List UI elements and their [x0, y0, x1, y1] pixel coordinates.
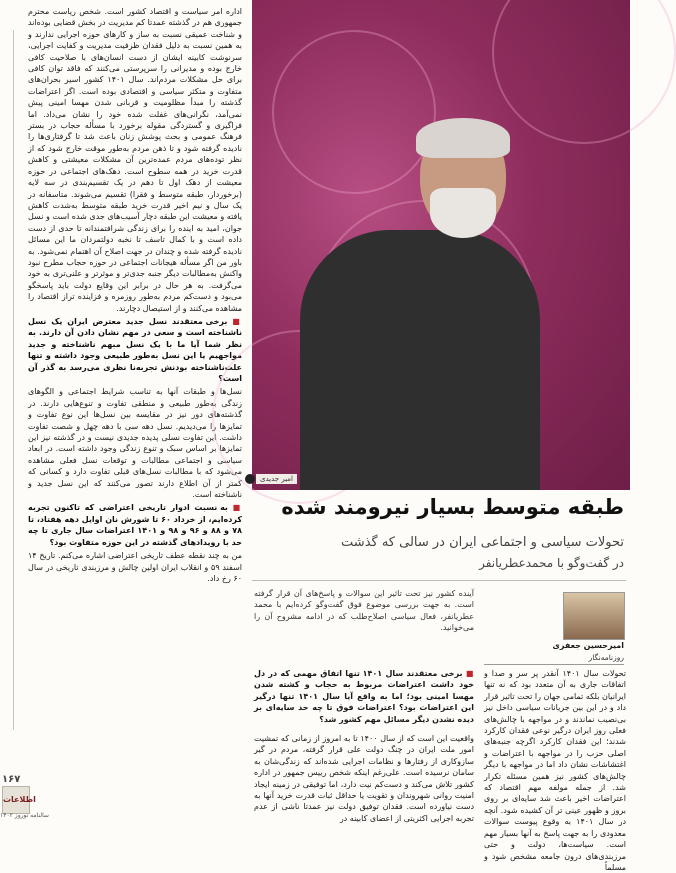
author-name: امیرحسین جعفری — [552, 641, 624, 650]
paragraph-text: نسل‌ها و طبقات آنها به تناسب شرایط اجتماعی و الگوهای زندگی به‌طور طبیعی و منطقی تفاوت و تنوع‌هایی دارند. در گذشته‌های دور نیز در مقایسه بین نسل‌ها این نوع تفاوت و تمایزها را می‌دیدیم. نسل دهه سی با دهه چهل و شصت تفاوت داشت. این تفاوت نسلی پدیده جدیدی نیست و در گذشته نیز این تمایزها بر اساس سبک و تنوع زندگی وجود داشته است. در ابعاد سیاسی و اجتماعی مطالبات و توقعات نسل فعلی مشاهده می‌شود که با مطالبات نسل‌های قبلی تفاوت دارد و کسانی که کمتر از آن اطلاع دارند تصور می‌کنند که این نسل جدید و ناشناخته است. — [28, 387, 242, 500]
paragraph-text: به نسبت ادوار تاریخی اعتراضی که تاکنون تجربه کرده‌ایم، از خرداد ۶۰ تا شورش نان اوایل دهه هفتاد، تا ۷۸ و ۸۸ و ۹۶ و ۹۸ و ۱۴۰۱ اعتراضات سال جاری تا چه حد با رویدادهای گذشته در این حوزه متفاوت بود؟ — [28, 503, 243, 547]
person-shirt — [300, 230, 540, 490]
right-text-column: تحولات سال ۱۴۰۱ آنقدر پر سر و صدا و اتفاقات جاری به آن متعدد بود که نه تنها ایرانیان بلکه تمامی جهان را تحت تاثیر قرار داد و در این بین جریانات سیاسی داخل نیز بی‌نصیب نماندند و در مواجهه با چالش‌های فعلی روز ایران درگیر نوعی فقدان کارکرد شدند؛ این فقدان کارکرد اگرچه جنبه‌های اصلی حزب را در مواجهه با اعتراضات و اغتشاشات نشان داد اما در مواجهه با دیگر چالش‌های کشور نیز همین مسئله تکرار شد. از جمله مولفه مهم اقتصاد که اعتراضات اخیر باعث شد سایه‌ای بر روی بروز و ظهور عینی تر آن کشیده شود. آنچه در سال ۱۴۰۱ به وقوع پیوست سوالات معدودی را به جهت پاسخ به آنها بسیار مهم است. سیاست‌ها، دولت و حتی مرزبندی‌های درون جامعه مشخص شود و مسلماً — [484, 669, 627, 872]
person-beard — [430, 188, 496, 238]
author-rule — [484, 664, 624, 665]
paragraph-text: برخی معتقدند نسل جدید معترض ایران یک نسل ناشناخته است و سعی در مهم نشان دادن آن دارند. به نظر شما آیا ما با یک نسل مبهم ناشناخته و جدید مواجهیم یا این نسل به‌طور طبیعی وجود داشته و تنها علت‌ناشناخته‌ بودنش تجربه‌نا‌ نظری می‌رسد به گذر آن است؟ — [28, 316, 242, 383]
middle-text-column — [254, 660, 475, 823]
author-role: روزنامه‌نگار — [588, 653, 624, 662]
question — [28, 502, 242, 548]
paragraph-text: برخی معتقدند سال ۱۴۰۱ تنها اتفاق مهمی که در دل خود داشت اعتراضات مربوط به حجاب و کشته شدن مهسا امینی بود؛ اما به واقع آیا سال ۱۴۰۱ تنها درگیر این اعتراضات بود؟ اعتراضات فوق تا چه حد سایه‌ای بر دیده نشدن دیگر مسائل مهم کشور شد؟ — [254, 669, 474, 724]
subtitle-1: تحولات سیاسی و اجتماعی ایران در سالی که گذشت — [341, 535, 624, 550]
question — [28, 316, 242, 384]
margin-strip — [0, 0, 49, 820]
headline: طبقه متوسط بسیار نیرومند شده — [281, 495, 624, 519]
question — [254, 668, 474, 725]
question-marker-icon: ■ — [462, 669, 475, 678]
paragraph-text: واقعیت این است که از سال ۱۴۰۰ تا به امروز از زمانی که تمشیت امور ملت ایران در چنگ دولت علی قرار گرفته، مردم در گیر سازوکاری از رفتارها و نظامات اجرایی شده‌اند که زندگی‌شان به سامان نرسیده است. علی‌رغم اینکه شخص رییس جمهور در اداره کشور تلاش می‌کند و دست‌کم نیت دارد، اما توفیقی در زمینه ایجاد امنیت روانی شهروندان و تقویت یا حداقل ثبات قدرت خرید آنها به دست نیاورده است. فقدان توفیق دولت نیز عمدتا ناشی از عدم تجربه اجرایی اکثریتی از اعضای کابینه در — [254, 734, 474, 823]
intro-paragraph: آینده کشور نیز تحت تاثیر این سوالات و پاسخ‌های آن قرار گرفته است. به جهت بررسی موضوع فوق گفت‌وگو کرده‌ایم با محمد عطریانفر، فعال سیاسی اصلاح‌طلب که در ادامه مشروح آن را می‌خوانید. — [254, 589, 474, 633]
question-marker-icon: ■ — [227, 316, 242, 326]
paragraph — [28, 386, 242, 500]
question-marker-icon: ■ — [227, 503, 243, 513]
person-hair — [416, 118, 510, 158]
headline-rule — [252, 580, 626, 581]
margin-rule — [13, 30, 14, 730]
subtitle-2: در گفت‌وگو با محمدعطریانفر — [479, 556, 624, 570]
author-photo — [563, 592, 625, 640]
paragraph-text: من به چند نقطه عطف تاریخی اعتراضی اشاره می‌کنم. تاریخ ۱۴ اسفند ۵۹ و انقلاب ایران اولین چالش و مرزبندی تاریخی در سال ۶۰ رخ داد. — [28, 551, 242, 583]
page-number: ۱۶۷ — [2, 774, 21, 785]
photo-texture — [272, 30, 436, 194]
paragraph-text: اداره امر سیاست و اقتصاد کشور است. شخص ریاست محترم جمهوری هم در گذشته عمدتا کم‌ مدیریت در بخش قضایی بوده‌اند و شناخت عمیقی نسبت به ساز و کارهای حوزه اجرایی ندارند و به همین نسبت به دلیل فقدان ظرفیت مدیریت و کفایت اجرایی، سرنوشت کابینه ایشان از دست انسان‌های با صلاحیت کافی خارج بوده و مدیرانی را سرپرستی می‌کنند که فاقد توان کافی برای حل مشکلات مردم‌اند. سال ۱۴۰۱ کشور اسیر بحران‌های متفاوت و متکثر سیاسی و اقتصادی بوده است. اگر اعتراضات گذشته را مبدأ مظلومیت و قربانی شدن مهسا امینی پیش نمی‌آمد، نگرانی‌های غفلت شده خود را نشان می‌داد. اما فراگیری و گستردگی مقوله برخورد با مسأله حجاب در بستر فرهنگ عمومی و بحث پوشش زنان باعث شد تا گرفتاری‌ها را نادیده گرفته شود و تا ذهن مردم به‌طور موقت خارج شود که از نظر توده‌های مردم عمده‌ترین آن مشکلات معیشتی و کاهش قدرت خرید در همه سطوح است. دهک‌های اجتماعی در حوزه معیشت از دهک اول تا دهم در یک تقسیم‌بندی در سه لایه (برخوردار، طبقه متوسط و فقرا) تقسیم می‌شوند. متاسفانه در یک سال و نیم اخیر قدرت خرید طبقه متوسط به‌شدت کاهش یافته و معیشت این طبقه دچار آسیب‌های جدی شده است و نسل جوان، امید به اینده را برای زندگی شرافتمندانه تا حدی از دست داده است و با کمال تاسف تا نخبه دولتمردان ما این مسائل نادیده گرفته شده و چندان در جهت اصلاح آن اهتمام نمی‌شود. به باور من اگر مسأله هیجانات اجتماعی در حوزه حجاب مطرح نبود واکنش به‌مطالبات دیگر جنبه جدی‌تر و موثرتر و علنی‌تری به خود می‌گرفت. به هر حال در برابر این وقایع دولت باید پاسخگو می‌بود و دست‌کم مردم به‌طور روزمره و فزاینده تراز اقتصاد را مشاهده می‌کنند و از استیصال دچارند. — [28, 7, 242, 313]
paragraph — [254, 733, 474, 824]
camera-icon — [245, 474, 255, 484]
paragraph — [28, 550, 242, 584]
magazine-logo: اطلاعات — [2, 786, 30, 814]
photo-credit: امیر جدیدی — [256, 474, 297, 484]
photo-texture — [492, 0, 676, 144]
paragraph — [28, 6, 242, 314]
left-text-column — [28, 6, 242, 786]
issue-label: سالنامه نوروز ۱۴۰۲ — [0, 812, 49, 819]
